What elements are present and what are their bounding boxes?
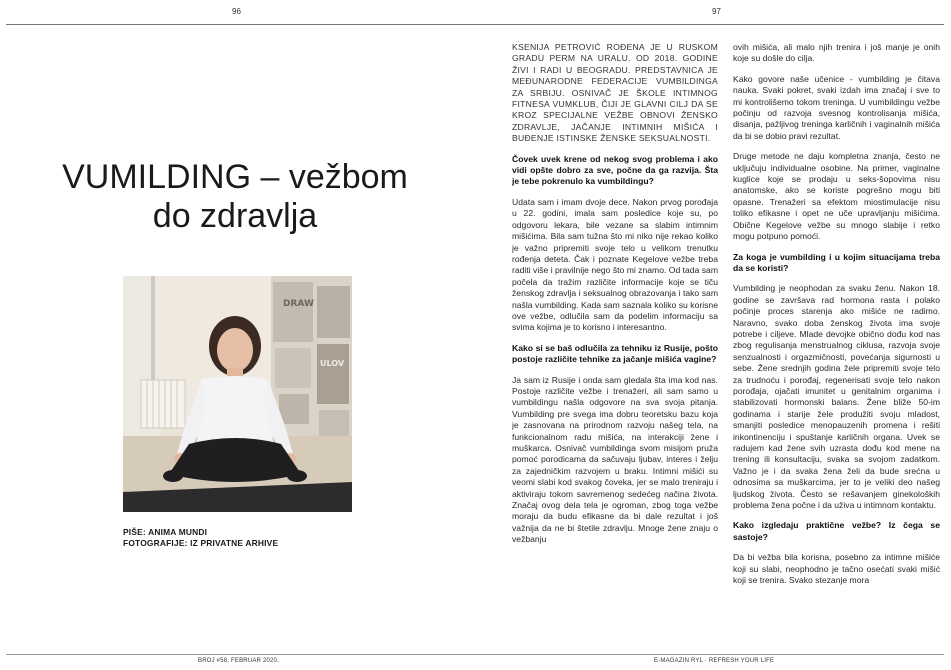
header-rule: [6, 24, 944, 25]
answer-paragraph: Kako govore naše učenice - vumbilding je čitava nauka. Svaki pokret, svaki izdah ima značaj i sve to mi kontrolišemo tokom treninga. U vumbildingu vežbe počinju od razvoja svesnog kontrolisanja mišića, disanja, pažljivog treninga karličnih i vaginalnih mišića da bi se dobio pravi rezultat.: [733, 73, 940, 141]
text-column-1: [512, 42, 718, 648]
intro-paragraph: KSENIJA PETROVIĆ ROĐENA JE U RUSKOM GRADU PERM NA URALU. OD 2018. GODINE ŽIVI I RADI U BEOGRADU. PREDSTAVNICA JE MEĐUNARODNE FEDERACIJE VUMBILDINGA ZA SRBIJU. OSNIVAČ JE ŠKOLE INTIMNOG FITNESA VUMKLUB, ČIJI JE GLAVNI CILJ DA SE KROZ SPECIJALNE VEŽBE OBNOVI ŽENSKO ZDRAVLJE, JAČANJE INTIMNIH MIŠIĆA I BUĐENJE ISTINSKE ŽENSKE SEKSUALNOSTI.: [512, 42, 718, 144]
credit-photo: FOTOGRAFIJE: IZ PRIVATNE ARHIVE: [123, 538, 279, 548]
page-number-right: 97: [712, 7, 721, 16]
credit-author: PIŠE: ANIMA MUNDI: [123, 527, 208, 537]
article-title: [20, 158, 450, 236]
answer-paragraph: Ja sam iz Rusije i onda sam gledala šta ima kod nas. Postoje različite vežbe i trenažeri, ali sam samo u vumbildingu našla odgovore na sva svoja pitanja. Vumbilding pre svega ima dobru teoretsku bazu koja je zasnovana na prirodnom razvoju našeg tela, na funkcionalnom radu mišića, na interakciji žene i muškarca. Osnivač vumbildinga svom misijom pruža pomoć porodicama da sačuvaju ljubav, interes i želju za zajedničkim razvojem u braku. Intimni mišići su veomi slabi kod svakog čoveka, jer se malo treniraju i aktiviraju tokom savremenog sedećeg načina života. Značaj ovog dela tela je ogroman, zbog toga vežbe moraju da budu efikasne da bi dale rezultat i još važnija da ne bi štetile zdravlju. Mnoge žene znaju o vežbanju: [512, 374, 718, 545]
answer-paragraph: Udata sam i imam dvoje dece. Nakon prvog porođaja u 22. godini, imala sam posledice koje su, po odgovoru lekara, bile vezane sa slabim intimnim mišićima. Bila sam tužna što mi niko nije rekao koliko je važno pripremiti svoje telo u velikom trenutku rođenja deteta. Čak i poznate Kegelove vežbe treba raditi više i pravilnije nego što mi znamo. Od tada sam počela da tražim različite informacije koje se tiču ženskog zdravlja i seksualnog obrazovanja i tako sam našla vumbilding. Kada sam saznala koliko su korisne ove vežbe, odlučila sam da podelim informaciju sa svima kojima je to korisno i interesantno.: [512, 196, 718, 333]
answer-paragraph: ovih mišića, ali malo njih trenira i još manje je onih koje su došle do cilja.: [733, 42, 940, 64]
article-credits: [123, 527, 278, 549]
footer-rule: [6, 654, 944, 655]
title-line-1: VUMILDING – vežbom: [62, 158, 408, 196]
svg-text:DRAW: DRAW: [283, 299, 314, 309]
svg-text:ULOV: ULOV: [320, 359, 345, 368]
answer-paragraph: Vumbilding je neophodan za svaku ženu. Nakon 18. godine se završava rad hormona rasta i polako počinje proces starenja ako mišiće ne radimo. Naravno, svako doba ženskog života ima svoje potrebe i ciljeve. Mlade devojke obično dođu kod nas zbog regulisanja menstrualnog ciklusa, razvoja svoje senzualnosti i orgazmičnosti, povećanja sigurnosti u sebe. Žene srednjih godina žele pripremiti svoje telo za trudnoću i porođaj, regenerisati svoje telo nakon porođaja, ojačati imunitet u genitalnim organima i stabilizovati hormonski balans. Žene bliže 50-im godinama i starije žele produžiti svoju mladost, smanjiti posledice menopauzenih promena i rešiti inkontinenciju i spuštanje karličnih organa. Uvek se radujem kad žene svih uzrasta dođu kod mene na trening ili konsultaciju, svaka sa svojom zadatkom. Važno je i da svaka žena želi da bude srećna u odnosima sa muškarcima, jer to je veliki deo našeg ljudskog života. Često se rešavanjem ginekoloških problema žena počne i da uživa u intimnom kontaktu.: [733, 283, 940, 511]
footer-magazine: E-MAGAZIN RYL · REFRESH YOUR LIFE: [654, 658, 775, 664]
answer-paragraph: Druge metode ne daju kompletna znanja, često ne uključuju individualne osobine. Na primer, vaginalne kuglice koje se prodaju u seks-šopovima nisu anatomske, ako se koriste pogrešno mogu biti opasne. Trenažeri sa efektom miostimulacije nisu toliko efikasne i opet ne uče upravljanju mišićima. Obične Kegelove vežbe su mnogo slabije i retko mogu potpuno pomoći.: [733, 151, 940, 242]
question-3: Za koga je vumbilding i u kojim situacijama treba da se koristi?: [733, 251, 940, 273]
question-2: Kako si se baš odlučila za tehniku iz Rusije, pošto postoje različite tehnike za jačanje mišića vagine?: [512, 342, 718, 365]
answer-paragraph: Da bi vežba bila korisna, posebno za intimne mišiće koji su slabi, neophodno je tačno osećati svaki mišić koji se trenira. Svako stezanje mora: [733, 552, 940, 586]
article-photo: [123, 276, 352, 512]
text-column-2: [733, 42, 940, 648]
question-4: Kako izgledaju praktične vežbe? Iz čega se sastoje?: [733, 520, 940, 542]
footer-issue: BROJ #58, FEBRUAR 2020.: [198, 658, 279, 664]
page-number-left: 96: [232, 7, 241, 16]
title-line-2: do zdravlja: [152, 197, 318, 235]
question-1: Čovek uvek krene od nekog svog problema i ako vidi opšte dobro za sve, počne da ga razvija. Šta je tebe pokrenulo ka vumbildingu?: [512, 153, 718, 187]
